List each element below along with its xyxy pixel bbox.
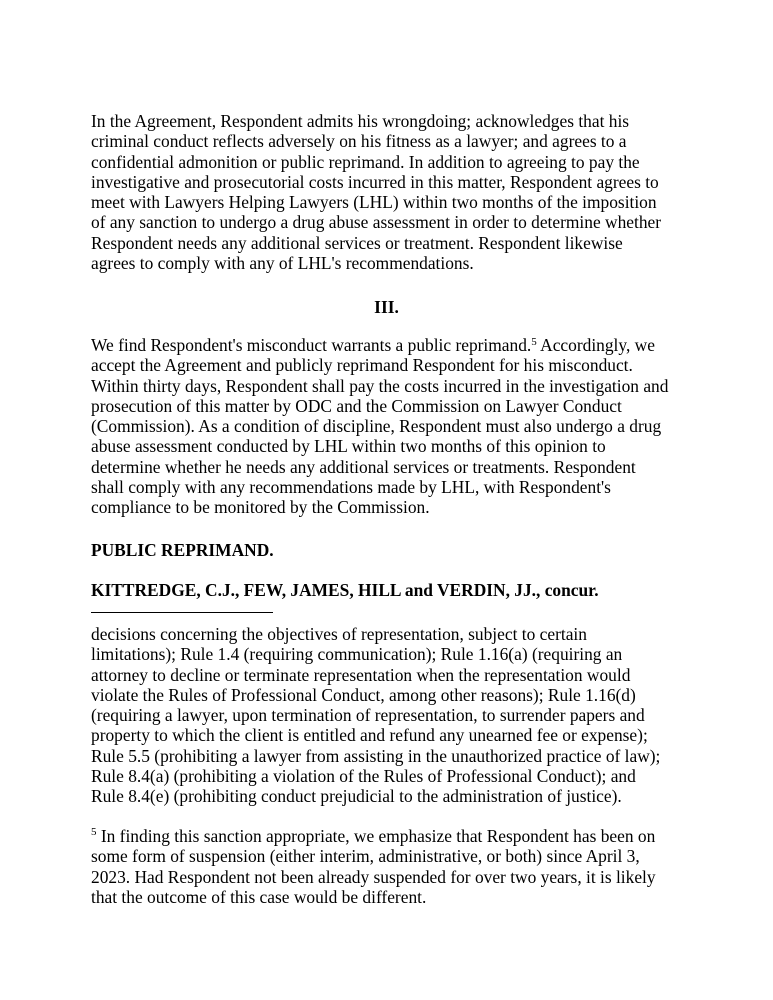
footnote-separator [91,612,273,613]
footnote-reference: 5 [531,336,537,348]
finding-paragraph [91,335,691,518]
footnote-5 [91,826,691,907]
footnote-number: 5 [91,826,97,838]
concurrence-line: KITTREDGE, C.J., FEW, JAMES, HILL and VERDIN, JJ., concur. [91,580,599,600]
agreement-paragraph: In the Agreement, Respondent admits his wrongdoing; acknowledges that his criminal conduct reflects adversely on his fitness as a lawyer; and agrees to a confidential admonition or public reprimand. In addition to agreeing to pay the investigative and prosecutorial costs incurred in this matter, Respondent agrees to meet with Lawyers Helping Lawyers (LHL) within two months of the imposition of any sanction to undergo a drug abuse assessment in order to determine whether Respondent needs any additional services or treatment. Respondent likewise agrees to comply with any of LHL's recommendations. [91,111,662,274]
section-heading: III. [374,297,399,317]
footnote-5-text: In finding this sanction appropriate, we emphasize that Respondent has been on some form of suspension (either interim, administrative, or both) since April 3, 2023. Had Respondent not been already suspended for over two years, it is likely that the outcome of this case would be different. [91,826,656,907]
finding-line-1-continued: Accordingly, we [536,335,655,355]
disposition: PUBLIC REPRIMAND. [91,540,274,560]
finding-paragraph-body: accept the Agreement and publicly reprimand Respondent for his misconduct. Within thirty days, Respondent shall pay the costs incurred in the investigation and prosecution of this matter by ODC and the Commission on Lawyer Conduct (Commission). As a condition of discipline, Respondent must also undergo a drug abuse assessment conducted by LHL within two months of this opinion to determine whether he needs any additional services or treatments. Respondent shall comply with any recommendations made by LHL, with Respondent's compliance to be monitored by the Commission. [91,355,669,518]
footnote-continued-text: decisions concerning the objectives of representation, subject to certain limitations); Rule 1.4 (requiring communication); Rule 1.16(a) (requiring an attorney to decline or terminate representation when the representation would violate the Rules of Professional Conduct, among other reasons); Rule 1.16(d) (requiring a lawyer, upon termination of representation, to surrender papers and property to which the client is entitled and refund any unearned fee or expense); Rule 5.5 (prohibiting a lawyer from assisting in the unauthorized practice of law); Rule 8.4(a) (prohibiting a violation of the Rules of Professional Conduct); and Rule 8.4(e) (prohibiting conduct prejudicial to the administration of justice). [91,624,661,807]
finding-line-1: We find Respondent's misconduct warrants a public reprimand. [91,335,532,355]
